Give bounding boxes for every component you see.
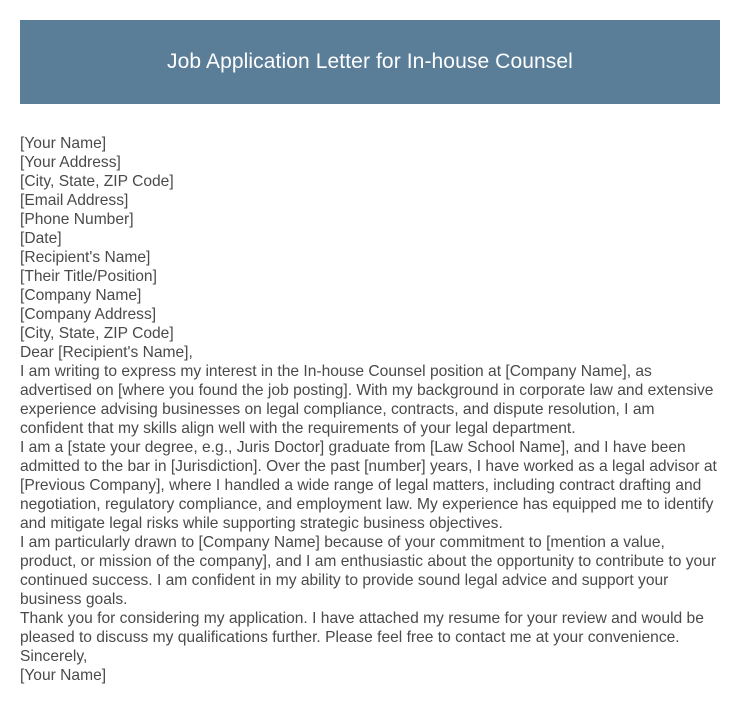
page-title: Job Application Letter for In-house Counsel bbox=[167, 50, 573, 73]
page-header bbox=[20, 20, 720, 104]
recipient-company: [Company Name] bbox=[20, 287, 142, 304]
sender-address: [Your Address] bbox=[20, 154, 121, 171]
signature: [Your Name] bbox=[20, 667, 107, 684]
body-paragraph-2: I am a [state your degree, e.g., Juris Doctor] graduate from [Law School Name], and I have been admitted to the bar in [Jurisdiction]. Over the past [number] years, I have worked as a legal advisor at [Previous Company], where I handled a wide range of legal matters, including contract drafting and negotiation, regulatory compliance, and employment law. My experience has equipped me to identify and mitigate legal risks while supporting strategic business objectives. bbox=[20, 439, 717, 532]
recipient-address: [Company Address] bbox=[20, 306, 157, 323]
letter-date: [Date] bbox=[20, 230, 62, 247]
recipient-title: [Their Title/Position] bbox=[20, 268, 157, 285]
closing: Sincerely, bbox=[20, 648, 88, 665]
sender-phone: [Phone Number] bbox=[20, 211, 134, 228]
sender-city-state-zip: [City, State, ZIP Code] bbox=[20, 173, 174, 190]
recipient-name: [Recipient's Name] bbox=[20, 249, 151, 266]
body-paragraph-4: Thank you for considering my application. I have attached my resume for your review and would be pleased to discuss my qualifications further. Please feel free to contact me at your convenience. bbox=[20, 610, 704, 646]
body-paragraph-1: I am writing to express my interest in the In-house Counsel position at [Company Name], as advertised on [where you found the job posting]. With my background in corporate law and extensive experience advising businesses on legal compliance, contracts, and dispute resolution, I am confident that my skills align well with the requirements of your legal department. bbox=[20, 363, 714, 437]
body-paragraph-3: I am particularly drawn to [Company Name] because of your commitment to [mention a value, product, or mission of the company], and I am enthusiastic about the opportunity to contribute to your continued success. I am confident in my ability to provide sound legal advice and support your business goals. bbox=[20, 534, 717, 608]
sender-name: [Your Name] bbox=[20, 135, 107, 152]
sender-email: [Email Address] bbox=[20, 192, 129, 209]
salutation: Dear [Recipient's Name], bbox=[20, 344, 193, 361]
recipient-city-state-zip: [City, State, ZIP Code] bbox=[20, 325, 174, 342]
letter-body bbox=[20, 134, 722, 685]
